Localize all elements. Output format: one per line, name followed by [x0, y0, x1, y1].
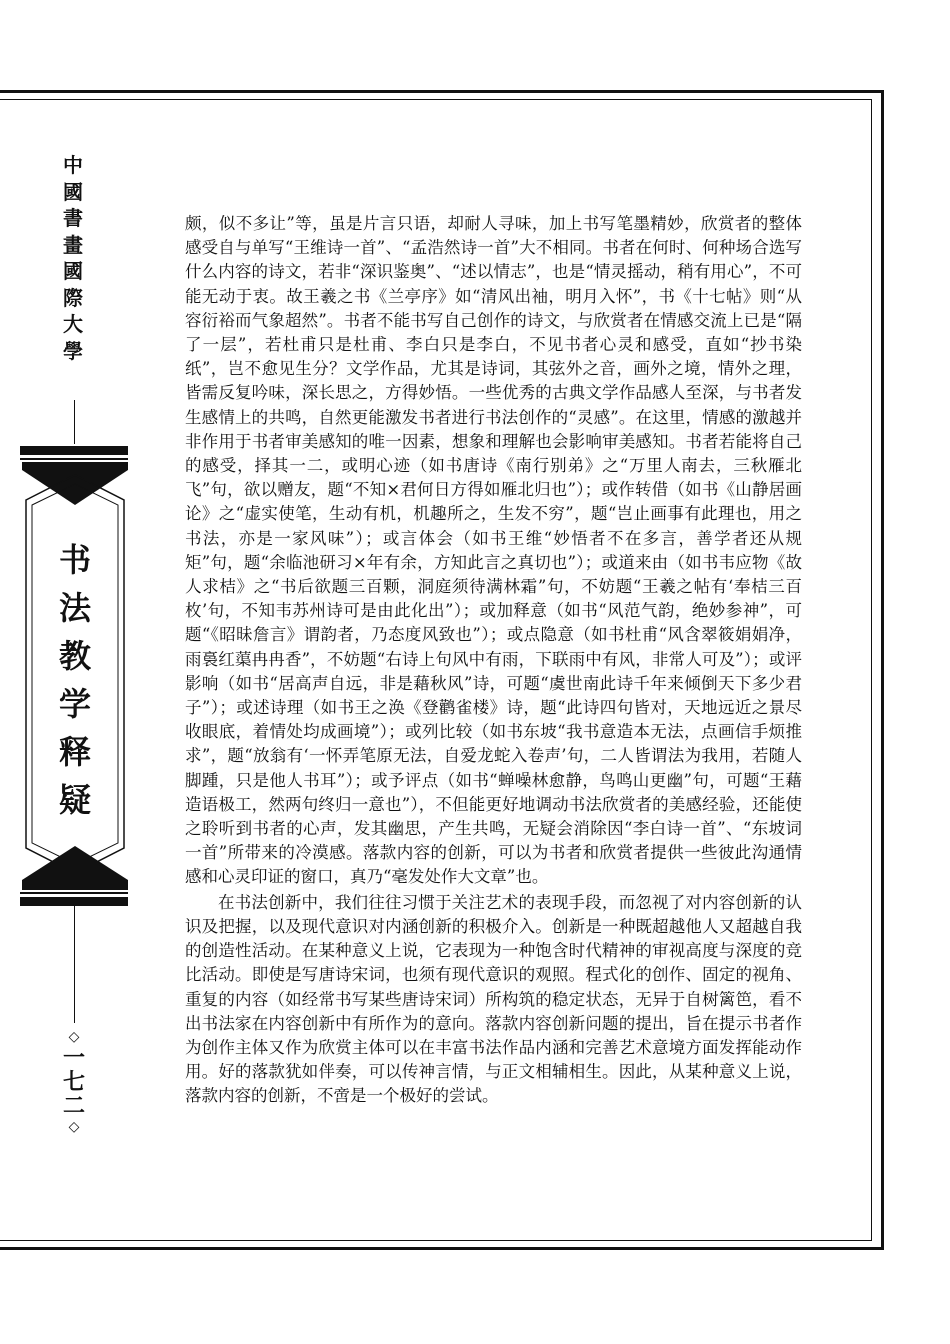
- diamond-icon: ◇: [68, 1029, 80, 1045]
- page-number: [59, 1028, 89, 1136]
- page-number-char: 一: [62, 1045, 85, 1071]
- book-title-char: 学: [58, 685, 91, 723]
- sidebar-divider-lower: [74, 905, 75, 1023]
- series-title-char: 國: [63, 259, 83, 283]
- series-title-char: 大: [63, 312, 83, 336]
- book-title-char: 教: [58, 637, 91, 675]
- book-title-char: 释: [58, 733, 91, 771]
- series-title-char: 畫: [63, 232, 83, 257]
- book-title-char: 法: [58, 589, 91, 627]
- body-text: [185, 212, 802, 1109]
- book-title-char: 疑: [58, 781, 91, 819]
- series-title-char: 書: [63, 206, 83, 230]
- series-title-char: 國: [63, 179, 83, 204]
- page-number-char: 七: [62, 1069, 85, 1095]
- paragraph: 在书法创新中，我们往往习惯于关注艺术的表现手段，而忽视了对内容创新的认识及把握，以及现代意识对内涵创新的积极介入。创新是一种既超越他人又超越自我的创造性活动。在某种意义上说，它表现为一种饱含时代精神的审视高度与深度的竞比活动。即使是写唐诗宋词，也须有现代意识的观照。程式化的创作、固定的视角、重复的内容（如经常书写某些唐诗宋词）所构筑的稳定状态，无异于自树篱笆，看不出书法家在内容创新中有所作为的意向。落款内容创新问题的提出，旨在提示书者作为创作主体又作为欣赏主体可以在丰富书法作品内涵和完善艺术意境方面发挥能动作用。好的落款犹如伴奏，可以传神言情，与正文相辅相生。因此，从某种意义上说，落款内容的创新，不啻是一个极好的尝试。: [185, 892, 802, 1106]
- series-title-char: 際: [63, 285, 83, 310]
- page-number-char: 二: [62, 1093, 85, 1119]
- series-title-char: 學: [63, 338, 83, 363]
- diamond-icon: ◇: [68, 1119, 80, 1135]
- book-title-char: 书: [58, 541, 91, 579]
- paragraph: 颇，似不多让”等，虽是片言只语，却耐人寻味，加上书写笔墨精妙，欣赏者的整体感受自与单写“王维诗一首”、“孟浩然诗一首”大不相同。书者在何时、何种场合选写什么内容的诗文，若非“深识鉴奥”、“述以情志”，也是“情灵摇动，稍有用心”，不可能无动于衷。故王羲之书《兰亭序》如“清风出袖，明月入怀”，书《十七帖》则“从容衍裕而气象超然”。书者不能书写自己创作的诗文，与欣赏者在情感交流上已是“隔了一层”，若杜甫只是杜甫、李白只是李白，不见书者心灵和感受，直如“抄书染纸”，岂不愈见生分？文学作品，尤其是诗词，其弦外之音，画外之境，情外之理，皆需反复吟味，深长思之，方得妙悟。一些优秀的古典文学作品感人至深，与书者发生感情上的共鸣，自然更能激发书者进行书法创作的“灵感”。在这里，情感的激越并非作用于书者审美感知的唯一因素，想象和理解也会影响审美感知。书者若能将自己的感受，择其一二，或明心迹（如书唐诗《南行别弟》之“万里人南去，三秋雁北飞”句，欲以赠友，题“不知×君何日方得如雁北归也”）；或作转借（如书《山静居画论》之“虚实使笔，生动有机，机趣所之，生发不穷”，题“岂止画事有此理也，用之书法，亦是一家风味”）；或言体会（如书王维“妙悟者不在多言，善学者还从规矩”句，题“余临池研习×年有余，方知此言之真切也”）；或道来由（如书韦应物《故人求桔》之“书后欲题三百颗，洞庭须待满林霜”句，不妨题“王羲之帖有‘奉桔三百枚’句，不知韦苏州诗可是由此化出”）；或加释意（如书“风范气韵，绝妙参神”，可题“《昭昧詹言》谓韵者，乃态度风致也”）；或点隐意（如书杜甫“风含翠筱娟娟净，雨裛红蕖冉冉香”，不妨题“右诗上句风中有雨，下联雨中有风，非常人可及”）；或评影响（如书“居高声自远，非是藉秋风”诗，可题“虞世南此诗千年来倾倒天下多少君子”）；或述诗理（如书王之涣《登鹳雀楼》诗，题“此诗四句皆对，天地远近之景尽收眼底，着情处均成画境”）；或列比较（如书东坡“我书意造本无法，点画信手烦推求”，题“放翁有‘一怀弄笔原无法，自爱龙蛇入卷声’句，二人皆谓法为我用，若随人脚踵，只是他人书耳”）；或予评点（如书“蝉噪林愈静，鸟鸣山更幽”句，可题“王藉造语极工，然两句终归一意也”），不但能更好地调动书法欣赏者的美感经验，还能使之聆听到书者的心声，发其幽思，产生共鸣，无疑会消除因“李白诗一首”、“东坡词一首”所带来的冷漠感。落款内容的创新，可以为书者和欣赏者提供一些彼此沟通情感和心灵印证的窗口，真乃“毫发处作大文章”也。: [185, 214, 802, 887]
- series-title-char: 中: [63, 153, 83, 177]
- book-title: [35, 536, 115, 824]
